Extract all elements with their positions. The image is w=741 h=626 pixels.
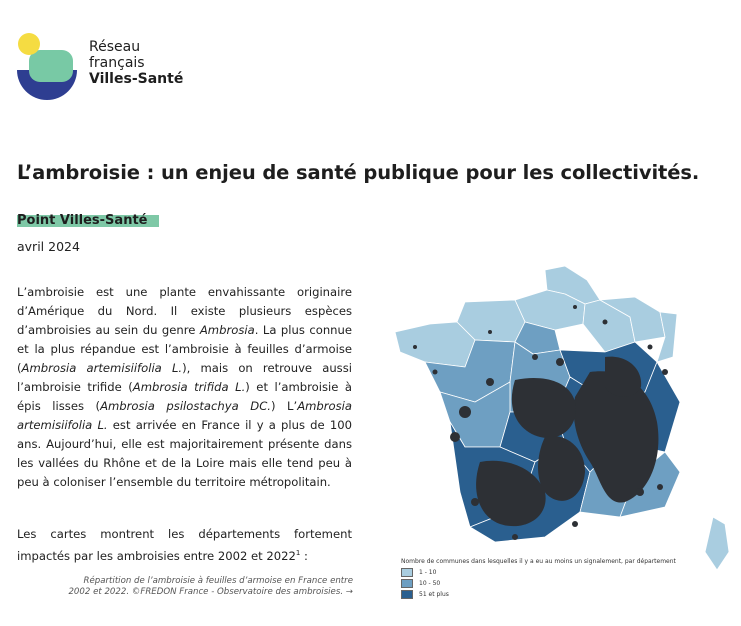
dot: [603, 320, 608, 325]
p1-text-5: ) L’: [270, 399, 298, 413]
legend-swatch: [401, 590, 413, 599]
dot: [572, 521, 578, 527]
dot: [433, 370, 438, 375]
p1-text-4: ) et l’ambroisie à épis lisses (: [17, 380, 353, 413]
dept-bretagne: [395, 322, 475, 367]
dot: [573, 305, 577, 309]
caption-line-1: Répartition de l’ambroisie à feuilles d’armoise en France entre: [83, 576, 353, 586]
legend-label: 1 - 10: [419, 569, 437, 576]
map-caption: [40, 576, 353, 598]
legend-label: 10 - 50: [419, 580, 441, 587]
dot: [662, 369, 668, 375]
legend-item: [401, 590, 676, 599]
france-ambrosia-map: [395, 262, 735, 574]
maps-paragraph: [17, 525, 352, 566]
dot: [459, 406, 471, 418]
dot: [512, 534, 518, 540]
p1-text-6: est arrivée en France il y a plus de 100 ans. Aujourd’hui, elle est majoritairement présente dans les vallées du Rhône et de la Loire mais elle tend peu à peu à coloniser l’ensemble du territoire métropolitain.: [17, 418, 352, 489]
intro-paragraph: [17, 283, 352, 492]
p1-text-3: ), mais on retrouve aussi l’ambroisie trifide (: [17, 361, 352, 394]
page-title: L’ambroisie : un enjeu de santé publique pour les collectivités.: [17, 161, 700, 184]
p1-text-2: . La plus connue et la plus répandue est l’ambroisie à feuilles d’armoise (: [17, 323, 352, 375]
dot: [488, 330, 492, 334]
rfvs-logo: [17, 32, 77, 100]
kicker-block: [17, 213, 147, 228]
kicker-label: Point Villes-Santé: [17, 213, 148, 228]
map-legend: [401, 558, 676, 601]
p1-italic-5: Ambrosia artemisiifolia L.: [17, 399, 353, 432]
legend-item: [401, 579, 676, 588]
dot: [450, 432, 460, 442]
legend-item: [401, 568, 676, 577]
dot: [486, 378, 494, 386]
logo-line-3: Villes-Santé: [89, 71, 184, 87]
logo-text: [89, 39, 183, 87]
dept-corse: [705, 517, 729, 570]
publication-date: avril 2024: [17, 239, 80, 254]
caption-line-2: 2002 et 2022. ©FREDON France - Observatoire des ambroisies. →: [68, 587, 353, 597]
p1-italic-2: Ambrosia artemisiifolia L.: [21, 361, 183, 375]
dot: [556, 358, 564, 366]
p1-italic-4: Ambrosia psilostachya DC.: [100, 399, 271, 413]
logo-line-2: français: [89, 55, 145, 71]
dot: [471, 498, 479, 506]
dot: [413, 345, 417, 349]
legend-title: Nombre de communes dans lesquelles il y a eu au moins un signalement, par département: [401, 558, 676, 565]
legend-swatch: [401, 568, 413, 577]
logo-green-shape: [29, 50, 73, 82]
dot: [532, 354, 538, 360]
dot: [636, 488, 644, 496]
logo-line-1: Réseau: [89, 39, 141, 55]
p1-text-1: L’ambroisie est une plante envahissante originaire d’Amérique du Nord. Il existe plusieurs espèces d’ambroisies au sein du genre: [17, 285, 352, 337]
legend-label: 51 et plus: [419, 591, 449, 598]
footnote-ref[interactable]: 1: [295, 549, 301, 557]
legend-swatch: [401, 579, 413, 588]
dot: [648, 345, 653, 350]
p2-tail: :: [300, 548, 308, 563]
p1-italic-1: Ambrosia: [199, 323, 255, 337]
dot: [657, 484, 663, 490]
logo-yellow-circle: [18, 33, 40, 55]
p1-italic-3: Ambrosia trifida L.: [132, 380, 246, 394]
p2-text: Les cartes montrent les départements fortement impactés par les ambroisies entre 2002 et 2022: [17, 527, 352, 563]
